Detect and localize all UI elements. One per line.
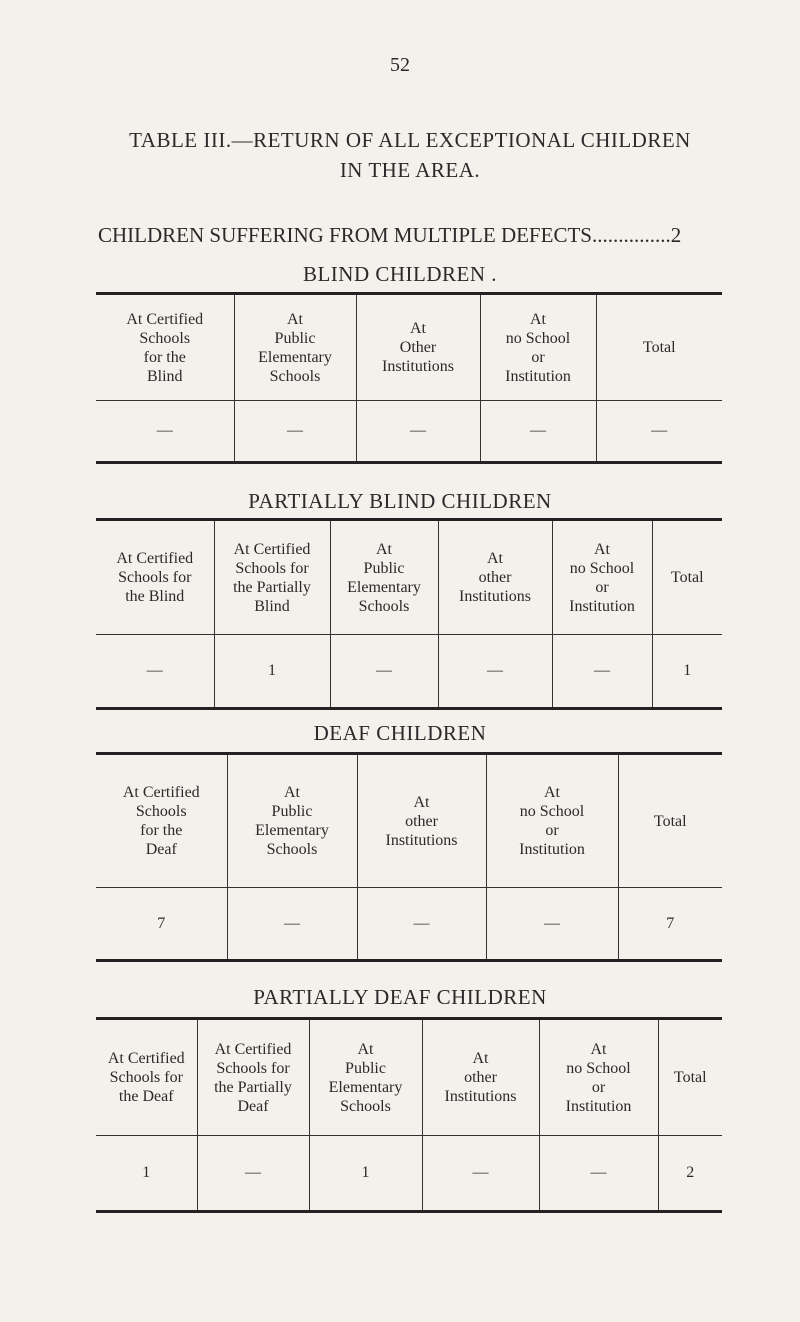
- blind-table: [96, 292, 722, 464]
- partially-blind-section-title: PARTIALLY BLIND CHILDREN: [248, 489, 552, 513]
- pblind-col-other-institutions: At other Institutions: [438, 520, 552, 635]
- blind-col-public-elementary: At Public Elementary Schools: [234, 294, 356, 401]
- pblind-value: 1: [214, 635, 330, 709]
- blind-value: —: [480, 401, 596, 463]
- deaf-section-title: DEAF CHILDREN: [313, 721, 487, 745]
- pdeaf-col-public-elementary: At Public Elementary Schools: [309, 1019, 422, 1136]
- deaf-value: —: [357, 888, 486, 961]
- deaf-col-total: Total: [618, 754, 722, 888]
- blind-col-certified-schools: At Certified Schools for the Blind: [96, 294, 234, 401]
- deaf-value: —: [486, 888, 618, 961]
- partially-deaf-header-row: [96, 1019, 722, 1136]
- partially-deaf-section-title: PARTIALLY DEAF CHILDREN: [253, 985, 547, 1009]
- pdeaf-col-total: Total: [658, 1019, 722, 1136]
- deaf-col-other-institutions: At other Institutions: [357, 754, 486, 888]
- blind-value: —: [596, 401, 722, 463]
- blind-col-other-institutions: At Other Institutions: [356, 294, 480, 401]
- pdeaf-value: —: [422, 1136, 539, 1212]
- pblind-value: —: [552, 635, 652, 709]
- blind-value-row: [96, 401, 722, 463]
- blind-section-title: BLIND CHILDREN .: [302, 262, 498, 286]
- pblind-value: —: [96, 635, 214, 709]
- deaf-header-row: [96, 754, 722, 888]
- pdeaf-col-no-school: At no School or Institution: [539, 1019, 658, 1136]
- deaf-col-no-school: At no School or Institution: [486, 754, 618, 888]
- pdeaf-col-certified-deaf: At Certified Schools for the Deaf: [96, 1019, 197, 1136]
- pblind-value: —: [438, 635, 552, 709]
- deaf-value: —: [227, 888, 357, 961]
- blind-col-total: Total: [596, 294, 722, 401]
- partially-deaf-value-row: [96, 1136, 722, 1212]
- deaf-value: 7: [618, 888, 722, 961]
- pdeaf-col-certified-partially-deaf: At Certified Schools for the Partially Deaf: [197, 1019, 309, 1136]
- pblind-value: 1: [652, 635, 722, 709]
- leader-dots: ...............: [591, 223, 671, 247]
- title-line-2: IN THE AREA.: [339, 158, 481, 182]
- page-number: 52: [390, 54, 410, 76]
- pdeaf-value: —: [539, 1136, 658, 1212]
- multiple-defects-label: CHILDREN SUFFERING FROM MULTIPLE DEFECTS: [98, 223, 592, 247]
- pdeaf-value: —: [197, 1136, 309, 1212]
- blind-value: —: [356, 401, 480, 463]
- pdeaf-value: 1: [309, 1136, 422, 1212]
- deaf-col-public-elementary: At Public Elementary Schools: [227, 754, 357, 888]
- multiple-defects-line: [98, 223, 711, 248]
- partially-deaf-table: [96, 1017, 722, 1213]
- partially-blind-table: [96, 518, 722, 710]
- partially-blind-value-row: [96, 635, 722, 709]
- deaf-table: [96, 752, 722, 962]
- blind-value: —: [96, 401, 234, 463]
- blind-header-row: [96, 294, 722, 401]
- page-title: [60, 125, 760, 185]
- partially-blind-header-row: [96, 520, 722, 635]
- deaf-value: 7: [96, 888, 227, 961]
- pdeaf-value: 2: [658, 1136, 722, 1212]
- pblind-col-certified-blind: At Certified Schools for the Blind: [96, 520, 214, 635]
- blind-value: —: [234, 401, 356, 463]
- pblind-col-no-school: At no School or Institution: [552, 520, 652, 635]
- pblind-col-public-elementary: At Public Elementary Schools: [330, 520, 438, 635]
- pblind-col-total: Total: [652, 520, 722, 635]
- pblind-value: —: [330, 635, 438, 709]
- title-line-1: TABLE III.—RETURN OF ALL EXCEPTIONAL CHILDREN: [129, 128, 691, 152]
- pdeaf-value: 1: [96, 1136, 197, 1212]
- blind-col-no-school: At no School or Institution: [480, 294, 596, 401]
- pdeaf-col-other-institutions: At other Institutions: [422, 1019, 539, 1136]
- deaf-col-certified-schools: At Certified Schools for the Deaf: [96, 754, 227, 888]
- pblind-col-certified-partially-blind: At Certified Schools for the Partially Blind: [214, 520, 330, 635]
- deaf-value-row: [96, 888, 722, 961]
- multiple-defects-value: 2: [670, 223, 682, 247]
